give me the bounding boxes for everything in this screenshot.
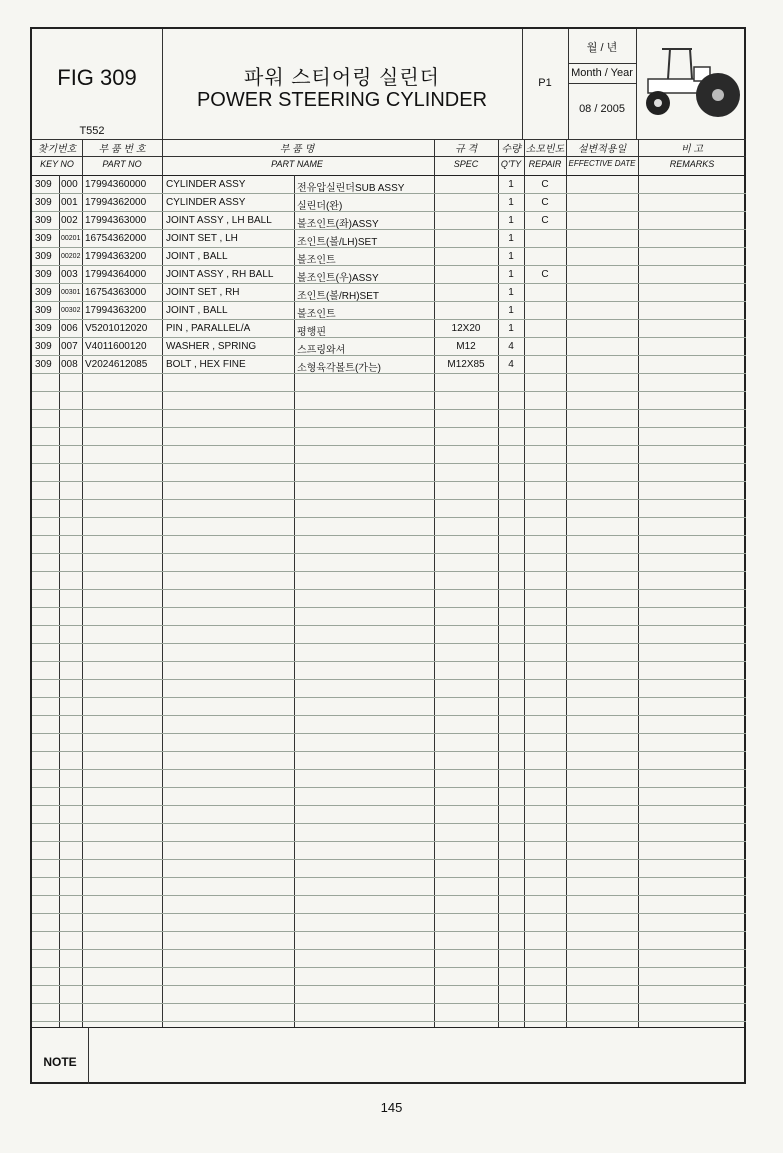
- row-divider: [32, 211, 746, 212]
- col-spec-ko: 규 격: [454, 144, 478, 155]
- row-fig: 309: [35, 287, 52, 298]
- month-year-korean: 월 / 년: [586, 42, 618, 54]
- row-divider: [32, 1021, 746, 1022]
- row-part-no: 17994363200: [85, 251, 147, 262]
- row-fig: 309: [35, 179, 52, 190]
- row-fig: 309: [35, 305, 52, 316]
- divider: [88, 1027, 89, 1084]
- row-fig: 309: [35, 215, 52, 226]
- row-qty: 1: [508, 233, 514, 244]
- col-repair-ko: 소모빈도: [525, 144, 565, 155]
- divider: [636, 29, 637, 139]
- row-divider: [32, 337, 746, 338]
- row-divider: [32, 409, 746, 410]
- row-key: 002: [61, 215, 78, 226]
- row-qty: 1: [508, 269, 514, 280]
- row-divider: [32, 733, 746, 734]
- row-divider: [32, 895, 746, 896]
- row-divider: [32, 769, 746, 770]
- row-divider: [32, 301, 746, 302]
- row-name-ko: 실린더(완): [297, 201, 343, 212]
- row-divider: [32, 607, 746, 608]
- row-repair: C: [541, 215, 549, 226]
- row-qty: 1: [508, 215, 514, 226]
- row-name-ko: 전유압실린더SUB ASSY: [297, 183, 405, 194]
- row-qty: 4: [508, 341, 514, 352]
- row-key: 003: [61, 269, 78, 280]
- row-name-ko: 평행핀: [297, 327, 326, 338]
- row-divider: [32, 1003, 746, 1004]
- row-divider: [32, 931, 746, 932]
- row-name-en: CYLINDER ASSY: [166, 179, 246, 190]
- row-divider: [32, 823, 746, 824]
- row-part-no: 17994364000: [85, 269, 147, 280]
- row-divider: [32, 589, 746, 590]
- row-divider: [32, 751, 746, 752]
- row-key: 00301: [61, 289, 81, 296]
- column-divider: [59, 175, 60, 1027]
- effective-date: 08 / 2005: [579, 103, 625, 115]
- row-part-no: V4011600120: [85, 341, 147, 352]
- column-divider: [162, 139, 163, 1027]
- row-key: 000: [61, 179, 78, 190]
- row-divider: [32, 625, 746, 626]
- row-divider: [32, 661, 746, 662]
- row-fig: 309: [35, 269, 52, 280]
- row-name-ko: 볼조인트: [297, 255, 336, 266]
- page-code: P1: [538, 77, 552, 89]
- col-name-ko: 부 품 명: [279, 144, 315, 155]
- row-part-no: 17994363000: [85, 215, 147, 226]
- column-divider: [434, 139, 435, 1027]
- row-divider: [32, 571, 746, 572]
- row-part-no: V5201012020: [85, 323, 148, 334]
- row-divider: [32, 229, 746, 230]
- row-part-no: 17994362000: [85, 197, 147, 208]
- row-key: 00201: [61, 235, 81, 242]
- divider: [32, 1027, 746, 1028]
- row-divider: [32, 247, 746, 248]
- divider: [568, 29, 569, 139]
- col-repair-en: REPAIR: [528, 159, 562, 169]
- row-divider: [32, 391, 746, 392]
- row-part-no: 17994363200: [85, 305, 147, 316]
- row-name-en: JOINT ASSY , RH BALL: [166, 269, 274, 280]
- row-divider: [32, 535, 746, 536]
- row-qty: 1: [508, 251, 514, 262]
- divider: [568, 63, 636, 64]
- row-key: 007: [61, 341, 78, 352]
- row-divider: [32, 877, 746, 878]
- row-divider: [32, 787, 746, 788]
- page-number: 145: [380, 1100, 403, 1115]
- row-name-en: JOINT SET , LH: [166, 233, 238, 244]
- divider: [162, 29, 163, 139]
- row-name-en: PIN , PARALLEL/A: [166, 323, 251, 334]
- col-qty-en: Q'TY: [500, 159, 522, 169]
- row-name-en: BOLT , HEX FINE: [166, 359, 246, 370]
- row-divider: [32, 985, 746, 986]
- row-repair: C: [541, 197, 549, 208]
- row-spec: M12X85: [447, 359, 485, 370]
- divider: [568, 83, 636, 84]
- row-key: 00202: [61, 253, 81, 260]
- row-name-ko: 조인트(볼/RH)SET: [297, 291, 379, 302]
- row-spec: 12X20: [451, 323, 481, 334]
- row-divider: [32, 517, 746, 518]
- col-partno-ko: 부 품 번 호: [98, 144, 146, 155]
- row-part-no: V2024612085: [85, 359, 148, 370]
- title-korean: 파워 스티어링 실린더: [244, 67, 440, 89]
- row-name-en: JOINT SET , RH: [166, 287, 240, 298]
- row-name-en: CYLINDER ASSY: [166, 197, 246, 208]
- row-fig: 309: [35, 341, 52, 352]
- col-key-ko: 찾기번호: [37, 144, 77, 155]
- row-qty: 1: [508, 287, 514, 298]
- row-part-no: 17994360000: [85, 179, 147, 190]
- row-key: 008: [61, 359, 78, 370]
- row-spec: M12: [456, 341, 476, 352]
- row-divider: [32, 715, 746, 716]
- row-divider: [32, 805, 746, 806]
- column-divider: [294, 175, 295, 1027]
- row-part-no: 16754363000: [85, 287, 147, 298]
- row-divider: [32, 445, 746, 446]
- row-fig: 309: [35, 233, 52, 244]
- column-divider: [566, 139, 567, 1027]
- parts-sheet: [30, 27, 746, 1084]
- row-name-en: JOINT ASSY , LH BALL: [166, 215, 272, 226]
- row-name-ko: 스프링와셔: [297, 345, 346, 356]
- row-name-ko: 볼조인트(좌)ASSY: [297, 219, 379, 230]
- row-fig: 309: [35, 359, 52, 370]
- row-divider: [32, 859, 746, 860]
- col-remarks-ko: 비 고: [680, 144, 704, 155]
- row-qty: 1: [508, 323, 514, 334]
- row-divider: [32, 697, 746, 698]
- row-part-no: 16754362000: [85, 233, 147, 244]
- row-divider: [32, 319, 746, 320]
- row-divider: [32, 679, 746, 680]
- row-name-ko: 볼조인트(우)ASSY: [297, 273, 379, 284]
- row-divider: [32, 355, 746, 356]
- row-divider: [32, 283, 746, 284]
- row-key: 00302: [61, 307, 81, 314]
- row-repair: C: [541, 269, 549, 280]
- row-divider: [32, 949, 746, 950]
- row-divider: [32, 643, 746, 644]
- row-fig: 309: [35, 323, 52, 334]
- column-divider: [638, 139, 639, 1027]
- row-repair: C: [541, 179, 549, 190]
- title-english: POWER STEERING CYLINDER: [196, 89, 488, 111]
- col-partno-en: PART NO: [102, 159, 142, 169]
- col-key-en: KEY NO: [40, 159, 74, 169]
- row-divider: [32, 373, 746, 374]
- row-name-ko: 조인트(볼/LH)SET: [297, 237, 378, 248]
- row-key: 001: [61, 197, 78, 208]
- row-qty: 4: [508, 359, 514, 370]
- row-divider: [32, 499, 746, 500]
- row-fig: 309: [35, 251, 52, 262]
- row-name-en: JOINT , BALL: [166, 251, 228, 262]
- row-qty: 1: [508, 305, 514, 316]
- col-effdate-en: EFFECTIVE DATE: [568, 159, 636, 168]
- row-name-ko: 볼조인트: [297, 309, 336, 320]
- divider: [522, 29, 523, 139]
- row-divider: [32, 481, 746, 482]
- fig-label: FIG 309: [57, 65, 137, 90]
- row-divider: [32, 265, 746, 266]
- col-name-en: PART NAME: [271, 159, 323, 169]
- month-year-english: Month / Year: [571, 67, 633, 79]
- row-name-en: WASHER , SPRING: [166, 341, 257, 352]
- col-qty-ko: 수량: [501, 144, 521, 155]
- note-label: NOTE: [43, 1055, 77, 1069]
- row-divider: [32, 553, 746, 554]
- model-code: T552: [79, 125, 105, 137]
- col-spec-en: SPEC: [453, 159, 479, 169]
- column-divider: [82, 139, 83, 1027]
- row-fig: 309: [35, 197, 52, 208]
- row-divider: [32, 913, 746, 914]
- col-effdate-ko: 설변적용일: [577, 144, 627, 155]
- row-divider: [32, 463, 746, 464]
- row-name-en: JOINT , BALL: [166, 305, 228, 316]
- row-divider: [32, 967, 746, 968]
- row-key: 006: [61, 323, 78, 334]
- row-divider: [32, 841, 746, 842]
- row-qty: 1: [508, 197, 514, 208]
- tractor-icon: [640, 39, 740, 123]
- row-divider: [32, 427, 746, 428]
- row-qty: 1: [508, 179, 514, 190]
- col-remarks-en: REMARKS: [669, 159, 715, 169]
- row-name-ko: 소형육각볼트(가는): [297, 363, 381, 374]
